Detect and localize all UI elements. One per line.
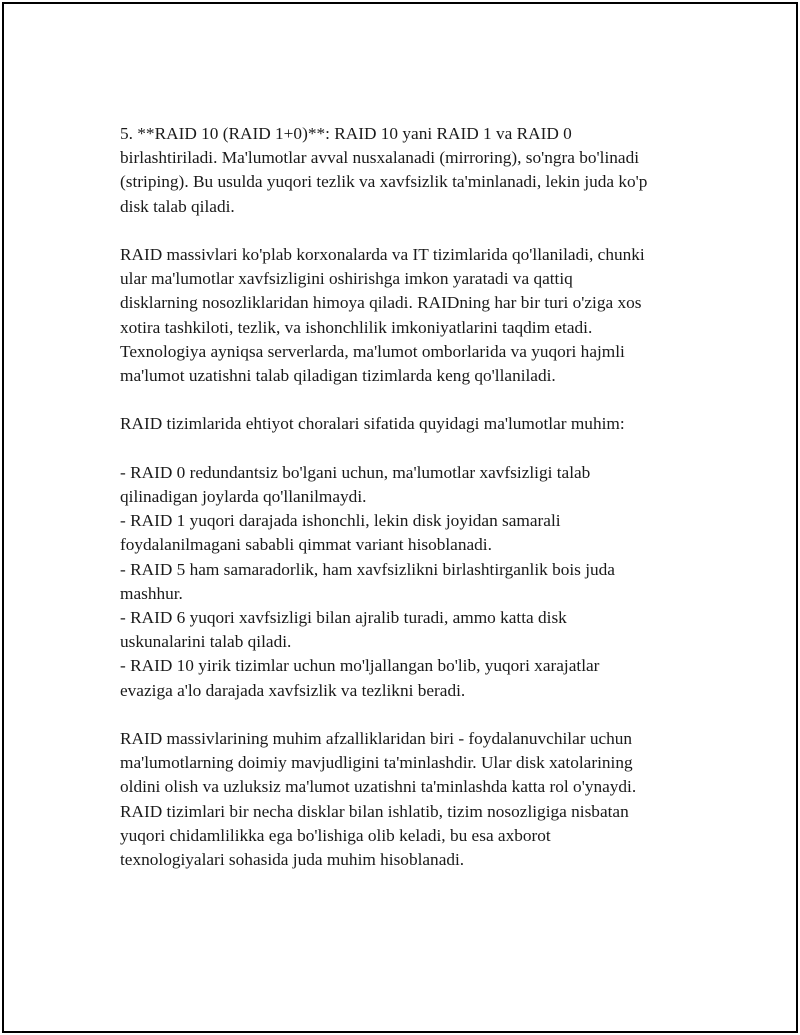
text-line: ma'lumotlarning doimiy mavjudligini ta'minlashdir. Ular disk xatolarining [120,753,633,773]
list-item: - RAID 10 yirik tizimlar uchun mo'ljallangan bo'lib, yuqori xarajatlar [120,656,600,676]
paragraph-raid10 [120,122,690,219]
document-body [120,122,690,896]
list-item: uskunalarini talab qiladi. [120,632,292,652]
text-line: (striping). Bu usulda yuqori tezlik va xavfsizlik ta'minlanadi, lekin juda ko'p [120,172,648,192]
text-line: disk talab qiladi. [120,196,235,216]
list-item: - RAID 1 yuqori darajada ishonchli, lekin disk joyidan samarali [120,511,561,531]
text-line: RAID tizimlari bir necha disklar bilan ishlatib, tizim nosozligiga nisbatan [120,801,629,821]
text-line: ular ma'lumotlar xavfsizligini oshirishga imkon yaratadi va qattiq [120,269,573,289]
raid-bullet-list [120,461,690,703]
paragraph-precautions-intro [120,412,690,436]
text-line: 5. **RAID 10 (RAID 1+0)**: RAID 10 yani RAID 1 va RAID 0 [120,124,572,143]
paragraph-raid-usage [120,243,690,388]
text-line: Texnologiya ayniqsa serverlarda, ma'lumot omborlarida va yuqori hajmli [120,341,625,361]
text-line: RAID massivlarining muhim afzalliklaridan biri - foydalanuvchilar uchun [120,729,633,749]
list-item: - RAID 6 yuqori xavfsizligi bilan ajralib turadi, ammo katta disk [120,608,567,628]
text-line: RAID massivlari ko'plab korxonalarda va IT tizimlarida qo'llaniladi, chunki [120,245,645,264]
list-item: foydalanilmagani sababli qimmat variant hisoblanadi. [120,535,492,555]
list-item: - RAID 5 ham samaradorlik, ham xavfsizlikni birlashtirganlik bois juda [120,559,615,579]
list-item: - RAID 0 redundantsiz bo'lgani uchun, ma'lumotlar xavfsizligi talab [120,462,591,482]
list-item: evaziga a'lo darajada xavfsizlik va tezlikni beradi. [120,680,466,700]
text-line: ma'lumot uzatishni talab qiladigan tizimlarda keng qo'llaniladi. [120,366,556,386]
text-line: xotira tashkiloti, tezlik, va ishonchlilik imkoniyatlarini taqdim etadi. [120,317,593,337]
list-item: qilinadigan joylarda qo'llanilmaydi. [120,487,367,506]
text-line: oldini olish va uzluksiz ma'lumot uzatishni ta'minlashda katta rol o'ynaydi. [120,777,637,797]
list-item: mashhur. [120,583,183,603]
text-line: RAID tizimlarida ehtiyot choralari sifatida quyidagi ma'lumotlar muhim: [120,414,625,434]
text-line: yuqori chidamlilikka ega bo'lishiga olib keladi, bu esa axborot [120,825,551,845]
paragraph-raid-advantages [120,727,690,872]
document-page [2,2,798,1033]
text-line: birlashtiriladi. Ma'lumotlar avval nusxalanadi (mirroring), so'ngra bo'linadi [120,148,640,168]
text-line: texnologiyalari sohasida juda muhim hisoblanadi. [120,850,465,870]
text-line: disklarning nosozliklaridan himoya qiladi. RAIDning har bir turi o'ziga xos [120,293,642,313]
